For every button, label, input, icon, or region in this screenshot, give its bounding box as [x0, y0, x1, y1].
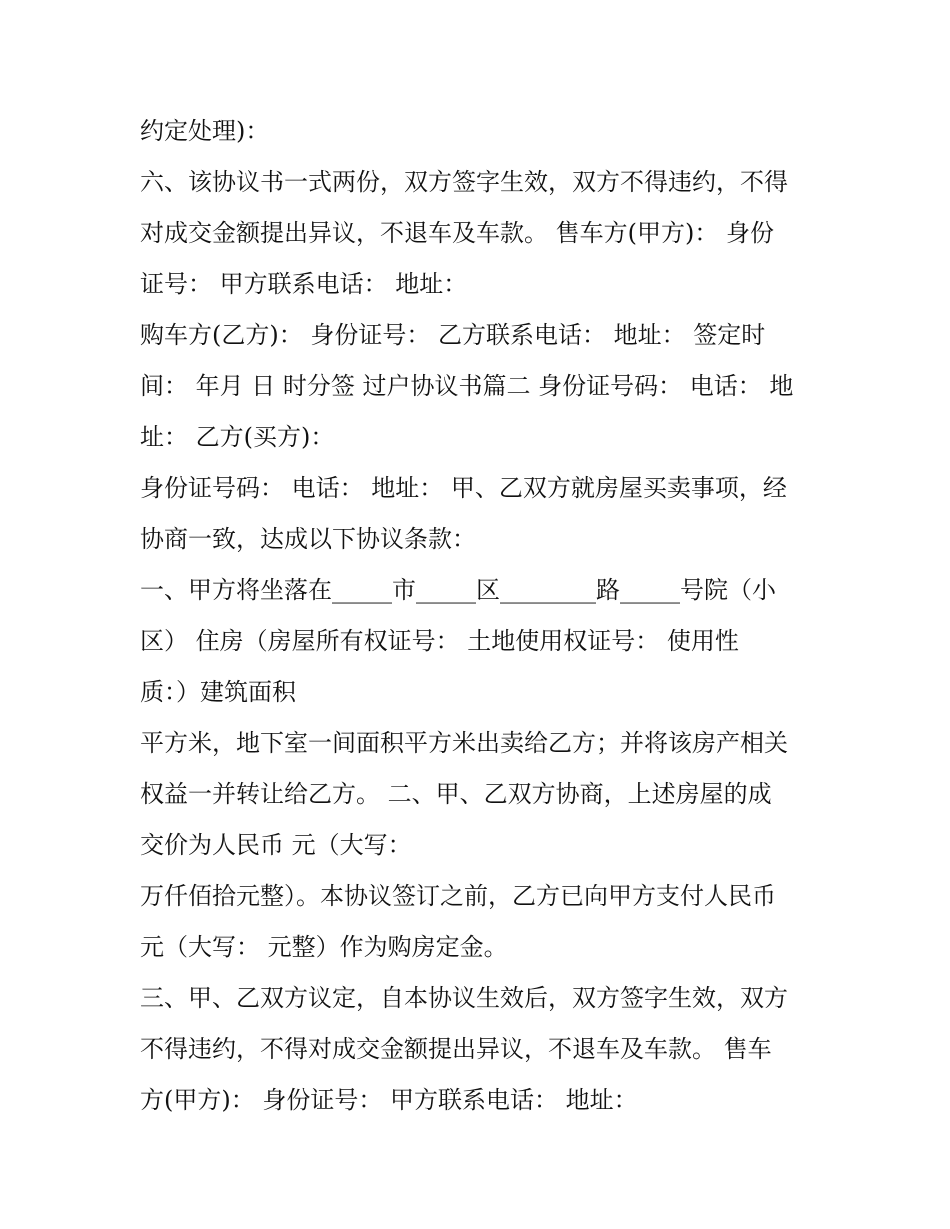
text-line: 身份证号码： 电话： 地址： 甲、乙双方就房屋买卖事项，经	[140, 474, 787, 502]
text-line: 元（大写： 元整）作为购房定金。	[140, 933, 508, 961]
text-line: 购车方(乙方)： 身份证号： 乙方联系电话： 地址： 签定时	[140, 321, 766, 349]
text-line: 权益一并转让给乙方。 二、甲、乙双方协商，上述房屋的成	[140, 780, 772, 808]
text-line: 对成交金额提出异议，不退车及车款。 售车方(甲方)： 身份	[140, 219, 774, 247]
text-line: 交价为人民币 元（大写：	[140, 831, 412, 859]
text-line: 三、甲、乙双方议定，自本协议生效后，双方签字生效，双方	[140, 984, 788, 1012]
text-line: 区） 住房（房屋所有权证号： 土地使用权证号： 使用性	[140, 627, 739, 655]
text-line: 一、甲方将坐落在_____市_____区________路_____号院（小	[140, 576, 776, 604]
document-body	[140, 106, 820, 1126]
text-line: 不得违约，不得对成交金额提出异议，不退车及车款。 售车	[140, 1035, 772, 1063]
text-line: 址： 乙方(买方)：	[140, 423, 335, 451]
text-line: 间： 年月 日 时分签 过户协议书篇二 身份证号码： 电话： 地	[140, 372, 794, 400]
text-line: 证号： 甲方联系电话： 地址：	[140, 270, 468, 298]
text-line: 方(甲方)： 身份证号： 甲方联系电话： 地址：	[140, 1086, 638, 1114]
text-line: 六、该协议书一式两份，双方签字生效，双方不得违约，不得	[140, 168, 788, 196]
text-line: 质：）建筑面积	[140, 678, 296, 706]
text-line: 平方米，地下室一间面积平方米出卖给乙方；并将该房产相关	[140, 729, 788, 757]
text-line: 万仟佰拾元整）。本协议签订之前，乙方已向甲方支付人民币	[140, 882, 776, 910]
text-line: 约定处理)：	[140, 117, 270, 145]
text-line: 协商一致，达成以下协议条款：	[140, 525, 476, 553]
